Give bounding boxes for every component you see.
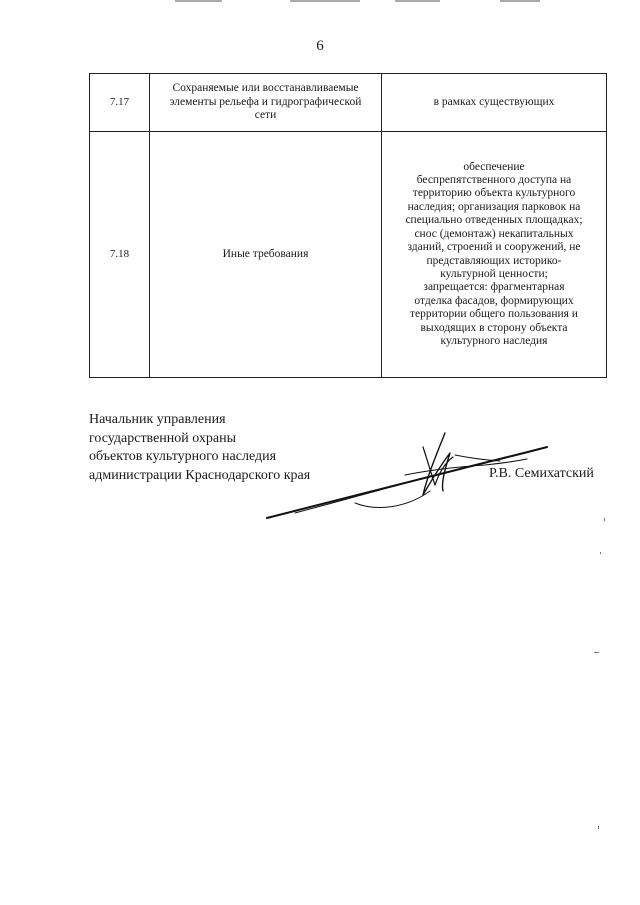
row-number: 7.18 (90, 132, 150, 378)
text-line: Начальник управления (89, 412, 226, 427)
text-line: зданий, строений и сооружений, не (407, 241, 581, 254)
text-line: администрации Краснодарского края (89, 467, 311, 483)
text-line: обеспечение (463, 160, 525, 173)
text-line: представляющих историко- (426, 254, 562, 267)
text-line: в рамках существующих (433, 95, 555, 108)
text-line: территории общего пользования и (410, 308, 578, 321)
signer-name: Р.В. Семихатский (489, 466, 594, 481)
requirement-name (150, 74, 382, 132)
text-line: выходящих в сторону объекта (420, 321, 568, 334)
requirement-value (382, 132, 607, 378)
text-line: Иные требования (222, 247, 309, 260)
requirement-value (382, 74, 607, 132)
scan-edge-marks (0, 0, 640, 8)
text-line: снос (демонтаж) некапитальных (414, 227, 574, 240)
requirements-table (89, 73, 607, 378)
text-line: Сохраняемые или восстанавливаемые (172, 82, 359, 95)
text-line: территорию объекта культурного (412, 187, 576, 200)
text-line: специально отведенных площадках; (405, 214, 583, 227)
table-row (90, 132, 607, 378)
row-number: 7.17 (90, 74, 150, 132)
text-line: запрещается: фрагментарная (423, 281, 565, 294)
requirement-name (150, 132, 382, 378)
text-line: государственной охраны (89, 430, 237, 446)
text-line: наследия; организация парковок на (407, 200, 581, 213)
text-line: культурного наследия (440, 334, 548, 347)
page-number: 6 (316, 38, 324, 54)
text-line: беспрепятственного доступа на (416, 174, 572, 187)
table-row (90, 74, 607, 132)
text-line: культурной ценности; (440, 267, 548, 280)
text-line: сети (254, 109, 277, 122)
text-line: объектов культурного наследия (89, 449, 277, 464)
text-line: отделка фасадов, формирующих (414, 294, 574, 307)
text-line: элементы рельефа и гидрографической (169, 95, 362, 108)
